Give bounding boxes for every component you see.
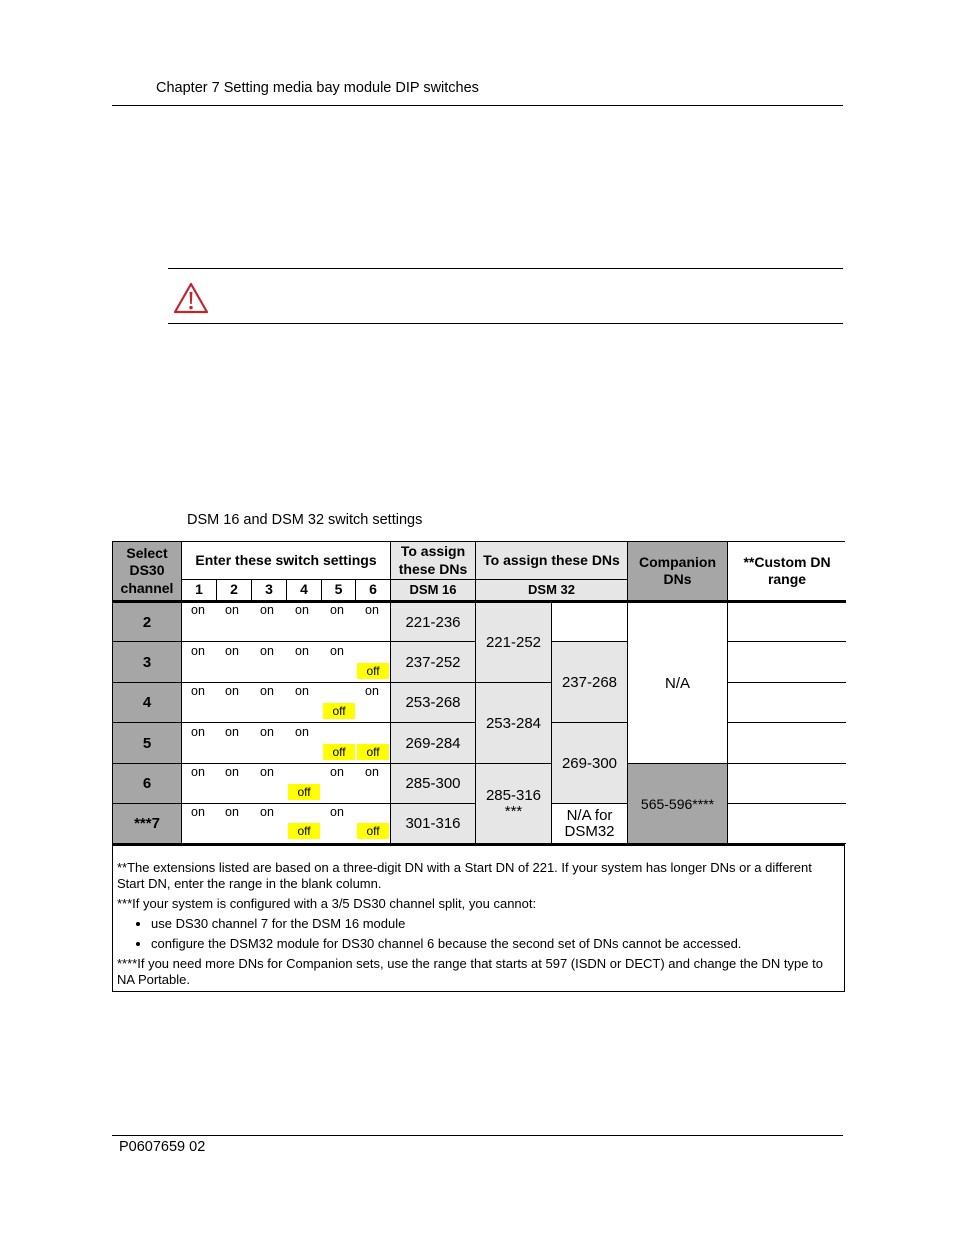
header-rule bbox=[112, 105, 843, 106]
note-bullet: • use DS30 channel 7 for the DSM 16 module bbox=[151, 916, 836, 932]
table-caption: DSM 16 and DSM 32 switch settings bbox=[187, 512, 423, 528]
channel-cell: 5 bbox=[113, 723, 182, 764]
dsm16-dn-range: 285-300 bbox=[391, 764, 476, 804]
switch-off: off bbox=[357, 663, 389, 679]
caution-bottom-rule bbox=[168, 323, 843, 324]
switch-on: on bbox=[191, 603, 205, 617]
caution-top-rule bbox=[168, 268, 843, 269]
note-bullet-list bbox=[117, 916, 836, 952]
switch-on: on bbox=[295, 725, 309, 739]
switch-on: on bbox=[295, 684, 309, 698]
header-switch-settings: Enter these switch settings bbox=[182, 542, 391, 580]
dsm16-dn-range: 269-284 bbox=[391, 723, 476, 764]
header-custom-dn-range: **Custom DN range bbox=[728, 542, 846, 601]
channel-cell: 3 bbox=[113, 642, 182, 683]
dsm32-dn-range: 237-268 bbox=[552, 642, 628, 723]
header-companion-dns: Companion DNs bbox=[628, 542, 728, 601]
header-dsm32: DSM 32 bbox=[476, 580, 628, 601]
dsm32-dn-range: 253-284 bbox=[476, 683, 552, 764]
document-number: P0607659 02 bbox=[119, 1139, 206, 1155]
switch-settings-table bbox=[112, 541, 845, 991]
switch-on: on bbox=[330, 644, 344, 658]
switch-off: off bbox=[288, 784, 320, 800]
switch-settings-cell bbox=[182, 601, 391, 642]
custom-dn-cell[interactable] bbox=[728, 601, 846, 642]
switch-on: on bbox=[260, 725, 274, 739]
switch-on: on bbox=[225, 684, 239, 698]
switch-on: on bbox=[295, 644, 309, 658]
custom-dn-cell[interactable] bbox=[728, 642, 846, 683]
custom-dn-cell[interactable] bbox=[728, 723, 846, 764]
switch-on: on bbox=[330, 805, 344, 819]
switch-off: off bbox=[323, 744, 355, 760]
switch-header-3: 3 bbox=[252, 580, 287, 601]
dsm32-dn-range: 269-300 bbox=[552, 723, 628, 804]
caution-icon bbox=[172, 281, 210, 315]
custom-dn-cell[interactable] bbox=[728, 764, 846, 804]
switch-on: on bbox=[260, 684, 274, 698]
header-assign-dsm32: To assign these DNs bbox=[476, 542, 628, 580]
switch-on: on bbox=[260, 644, 274, 658]
dsm32-dn-range: 285-316 *** bbox=[476, 764, 552, 844]
header-dsm16: DSM 16 bbox=[391, 580, 476, 601]
switch-header-5: 5 bbox=[322, 580, 356, 601]
switch-off: off bbox=[323, 703, 355, 719]
channel-cell: ***7 bbox=[113, 804, 182, 844]
note-bullet: • configure the DSM32 module for DS30 channel 6 because the second set of DNs cannot be accessed. bbox=[151, 936, 836, 952]
dsm16-dn-range: 301-316 bbox=[391, 804, 476, 844]
switch-on: on bbox=[225, 805, 239, 819]
running-header: Chapter 7 Setting media bay module DIP switches bbox=[156, 80, 479, 96]
dsm32-not-applicable: N/A for DSM32 bbox=[552, 804, 628, 844]
channel-cell: 2 bbox=[113, 601, 182, 642]
custom-dn-cell[interactable] bbox=[728, 683, 846, 723]
switch-on: on bbox=[260, 765, 274, 779]
switch-on: on bbox=[365, 603, 379, 617]
footer-rule bbox=[112, 1135, 843, 1136]
note-custom-range: **The extensions listed are based on a three-digit DN with a Start DN of 221. If your system has longer DNs or a different Start DN, enter the range in the blank column. bbox=[117, 860, 812, 891]
switch-on: on bbox=[225, 603, 239, 617]
switch-on: on bbox=[191, 725, 205, 739]
note-companion: ****If you need more DNs for Companion sets, use the range that starts at 597 (ISDN or DECT) and change the DN type to NA Portable. bbox=[117, 956, 823, 987]
companion-range: 565-596**** bbox=[628, 764, 728, 844]
dsm16-dn-range: 237-252 bbox=[391, 642, 476, 683]
switch-off: off bbox=[357, 744, 389, 760]
switch-header-6: 6 bbox=[356, 580, 391, 601]
dsm32-dn-range: 221-252 bbox=[476, 601, 552, 683]
channel-cell: 4 bbox=[113, 683, 182, 723]
dsm16-dn-range: 221-236 bbox=[391, 601, 476, 642]
switch-on: on bbox=[295, 603, 309, 617]
switch-on: on bbox=[260, 805, 274, 819]
switch-on: on bbox=[225, 725, 239, 739]
header-select-channel: Select DS30 channel bbox=[113, 542, 182, 601]
switch-header-2: 2 bbox=[217, 580, 252, 601]
switch-on: on bbox=[225, 644, 239, 658]
channel-cell: 6 bbox=[113, 764, 182, 804]
switch-off: off bbox=[357, 823, 389, 839]
switch-settings-cell bbox=[182, 764, 391, 804]
switch-settings-cell bbox=[182, 683, 391, 723]
custom-dn-cell[interactable] bbox=[728, 804, 846, 844]
switch-on: on bbox=[191, 684, 205, 698]
switch-on: on bbox=[330, 603, 344, 617]
switch-on: on bbox=[225, 765, 239, 779]
dsm16-dn-range: 253-268 bbox=[391, 683, 476, 723]
switch-on: on bbox=[191, 765, 205, 779]
switch-header-4: 4 bbox=[287, 580, 322, 601]
switch-on: on bbox=[191, 805, 205, 819]
dsm32-empty-cell bbox=[552, 601, 628, 642]
switch-on: on bbox=[260, 603, 274, 617]
switch-on: on bbox=[330, 765, 344, 779]
table-notes bbox=[112, 844, 845, 992]
switch-header-1: 1 bbox=[182, 580, 217, 601]
switch-on: on bbox=[365, 684, 379, 698]
note-channel-split: ***If your system is configured with a 3/5 DS30 channel split, you cannot: bbox=[117, 896, 537, 911]
header-assign-dsm16: To assign these DNs bbox=[391, 542, 476, 580]
switch-on: on bbox=[191, 644, 205, 658]
switch-off: off bbox=[288, 823, 320, 839]
switch-on: on bbox=[365, 765, 379, 779]
companion-na: N/A bbox=[628, 601, 728, 764]
